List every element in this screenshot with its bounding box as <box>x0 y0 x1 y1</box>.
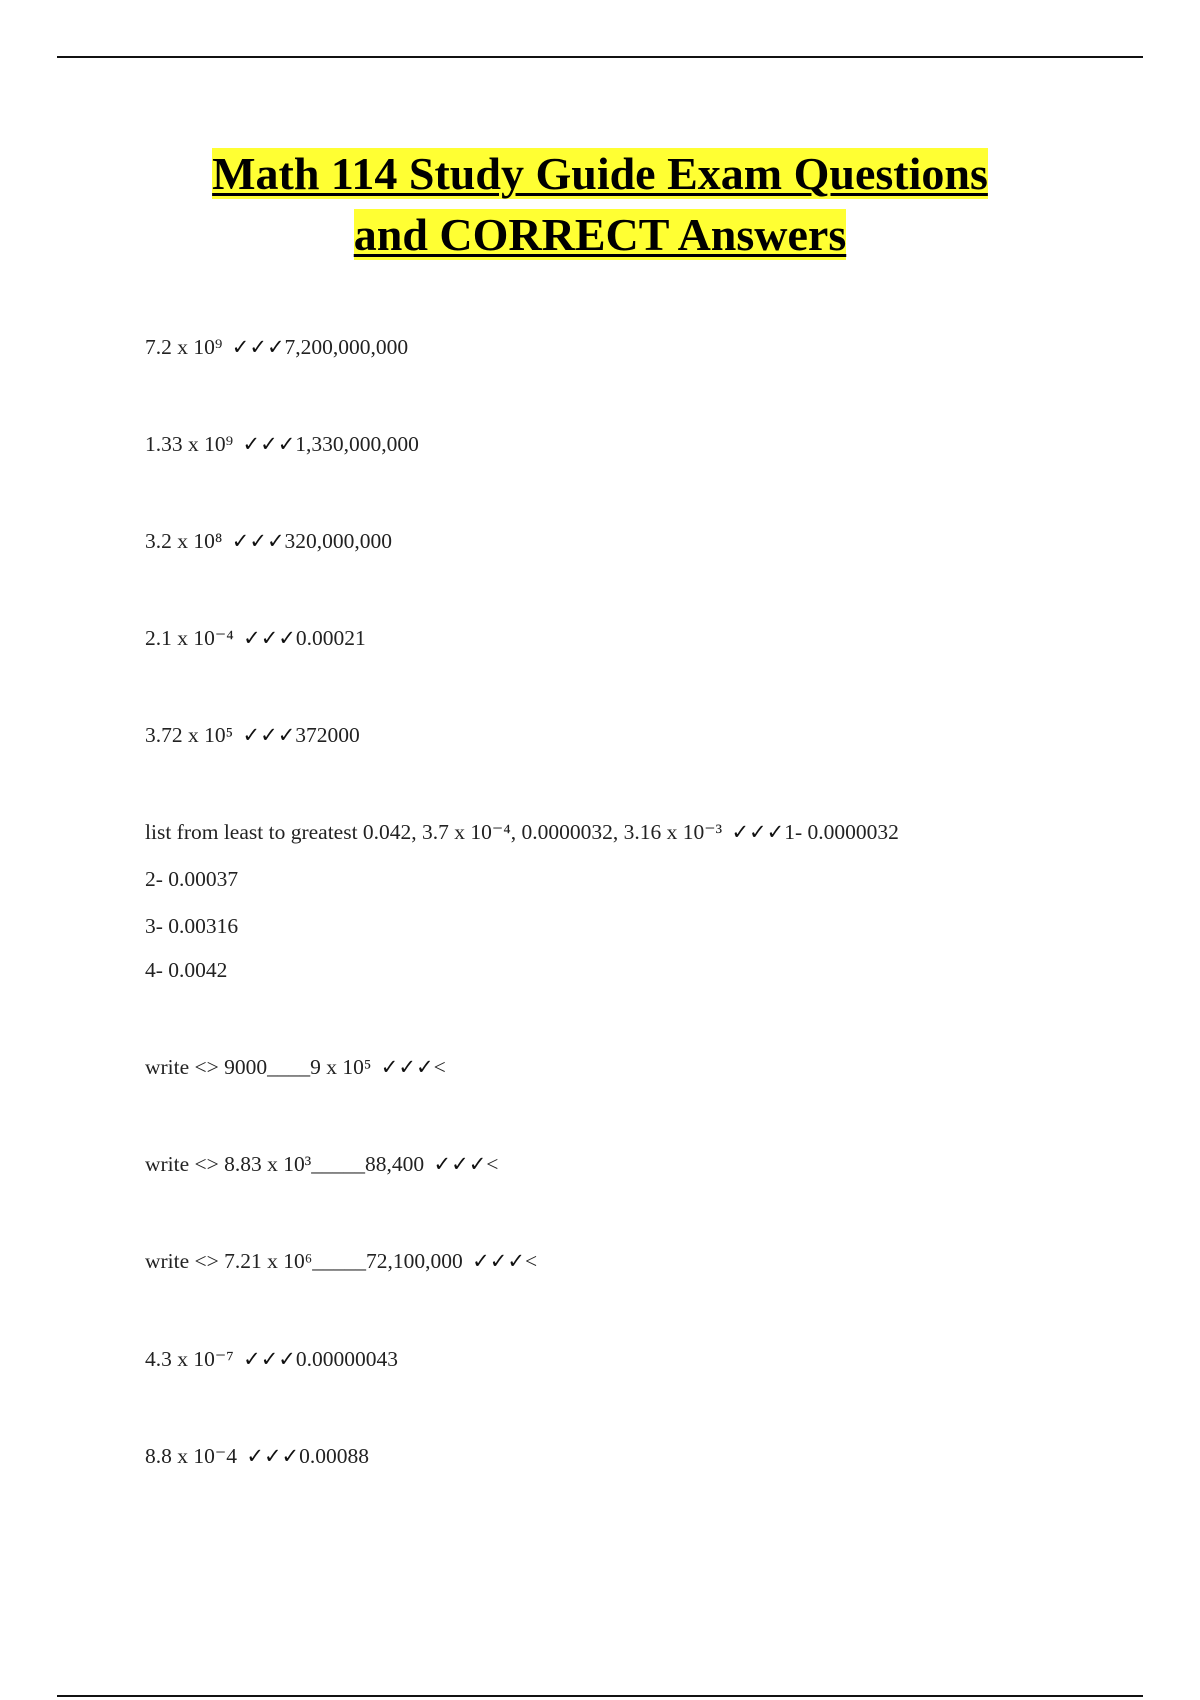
qa-item <box>145 1346 398 1372</box>
checkmark-icon: ✓✓✓ <box>242 432 296 456</box>
question-text: write <> 8.83 x 10³_____88,400 <box>145 1152 425 1176</box>
answer-text: < <box>486 1152 499 1176</box>
qa-item <box>145 334 408 360</box>
checkmark-icon: ✓✓✓ <box>433 1152 487 1176</box>
answer-line: 3- 0.00316 <box>145 914 239 938</box>
answer-text: 0.00021 <box>295 626 366 650</box>
qa-item <box>145 1248 537 1274</box>
question-text: write <> 7.21 x 10⁶_____72,100,000 <box>145 1249 463 1273</box>
checkmark-icon: ✓✓✓ <box>731 820 785 844</box>
title-line-2: and CORRECT Answers <box>353 209 847 260</box>
header-rule <box>57 56 1143 58</box>
question-text: 7.2 x 10⁹ <box>145 335 223 359</box>
answer-text: 372000 <box>295 723 360 747</box>
answer-line: 4- 0.0042 <box>145 958 228 982</box>
title-line-1: Math 114 Study Guide Exam Questions <box>212 148 988 199</box>
question-text: 3.2 x 10⁸ <box>145 529 223 553</box>
question-text: 2.1 x 10⁻⁴ <box>145 626 234 650</box>
checkmark-icon: ✓✓✓ <box>246 1444 300 1468</box>
answer-text: 1- 0.0000032 <box>784 820 899 844</box>
checkmark-icon: ✓✓✓ <box>231 529 285 553</box>
question-text: 4.3 x 10⁻⁷ <box>145 1347 234 1371</box>
document-title <box>0 143 1200 265</box>
checkmark-icon: ✓✓✓ <box>243 1347 296 1371</box>
qa-item <box>145 722 360 748</box>
answer-text: 1,330,000,000 <box>295 432 419 456</box>
question-text: list from least to greatest 0.042, 3.7 x 10⁻⁴, 0.0000032, 3.16 x 10⁻³ <box>145 820 723 844</box>
qa-item <box>145 1151 498 1177</box>
qa-item <box>145 1443 369 1469</box>
checkmark-icon: ✓✓✓ <box>243 626 296 650</box>
question-text: 3.72 x 10⁵ <box>145 723 234 747</box>
question-text: 8.8 x 10⁻4 <box>145 1444 237 1468</box>
answer-text: 320,000,000 <box>284 529 393 553</box>
answer-line: 2- 0.00037 <box>145 867 239 891</box>
qa-item <box>145 528 392 554</box>
qa-item <box>145 625 366 651</box>
question-text: write <> 9000____9 x 10⁵ <box>145 1055 372 1079</box>
answer-text: 0.00000043 <box>295 1347 399 1371</box>
answer-text: < <box>524 1249 538 1273</box>
qa-item <box>145 1054 446 1080</box>
checkmark-icon: ✓✓✓ <box>242 723 296 747</box>
checkmark-icon: ✓✓✓ <box>472 1249 525 1273</box>
checkmark-icon: ✓✓✓ <box>380 1055 434 1079</box>
question-text: 1.33 x 10⁹ <box>145 432 234 456</box>
checkmark-icon: ✓✓✓ <box>231 335 285 359</box>
qa-item <box>145 431 419 457</box>
answer-text: 0.00088 <box>299 1444 370 1468</box>
answer-text: < <box>433 1055 446 1079</box>
qa-item <box>145 819 899 845</box>
footer-rule <box>57 1695 1143 1697</box>
answer-text: 7,200,000,000 <box>284 335 409 359</box>
